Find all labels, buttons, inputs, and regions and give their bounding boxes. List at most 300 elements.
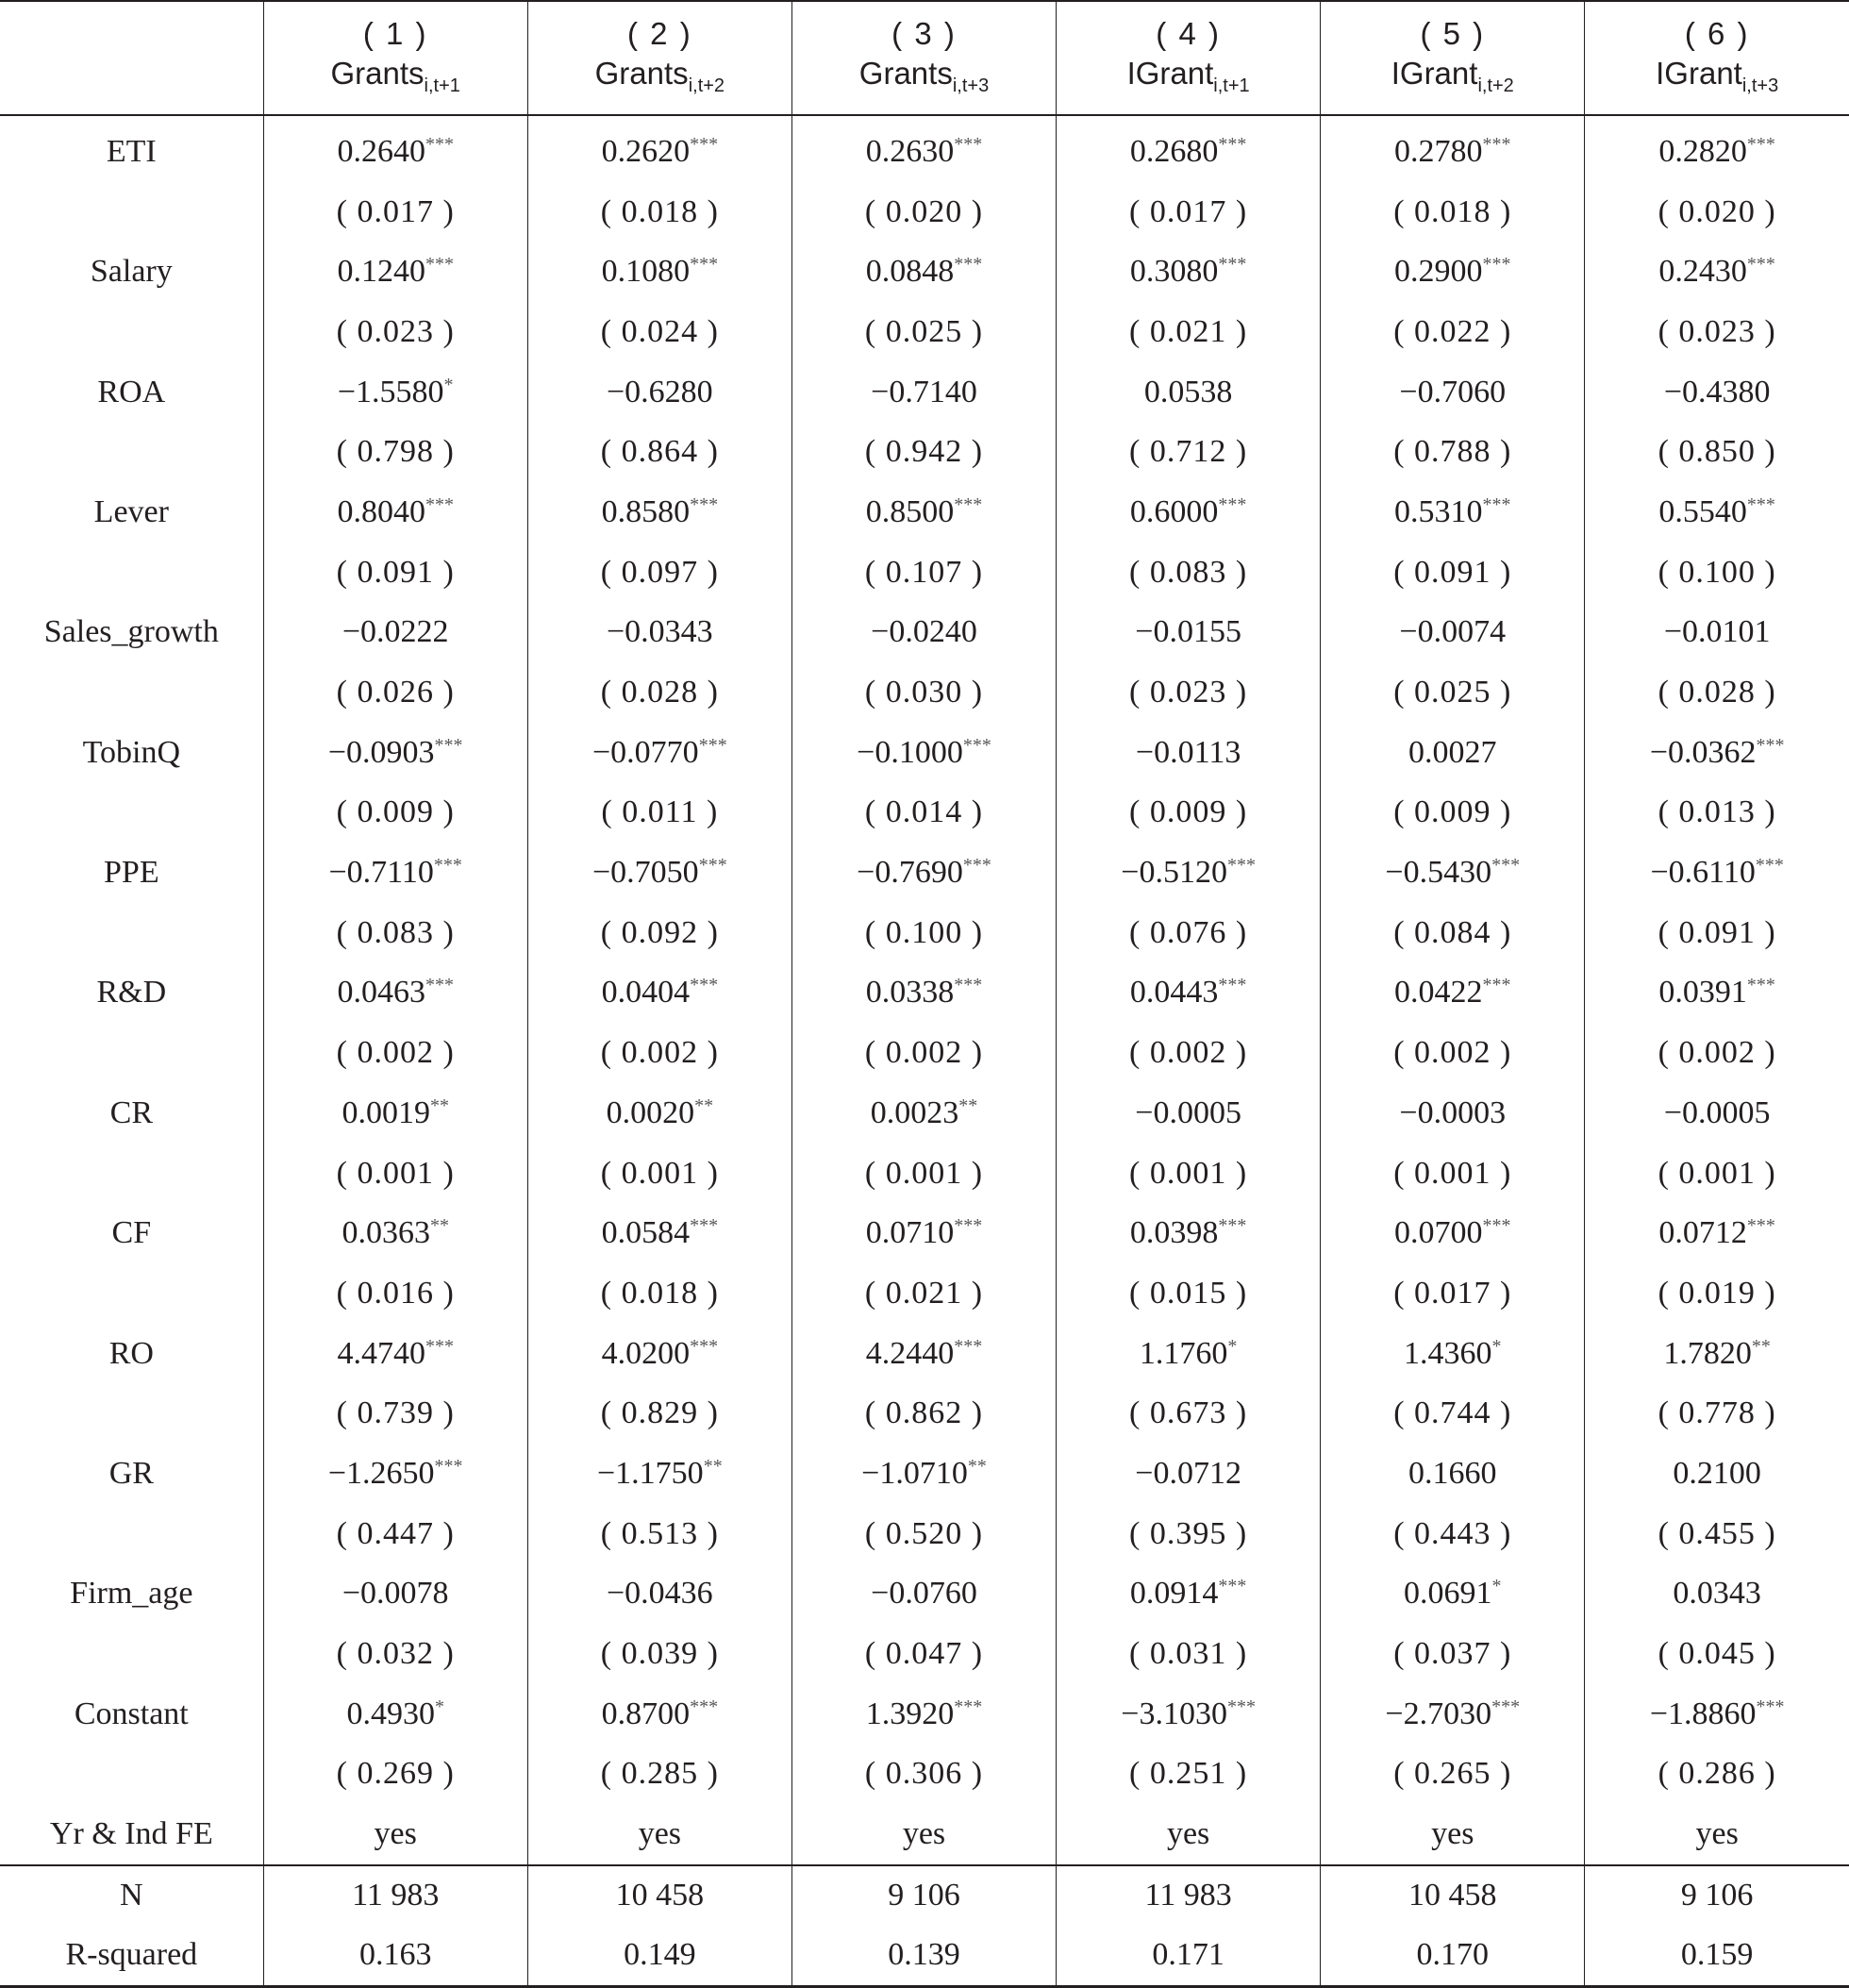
std-error-cell: ( 0.097 ): [527, 543, 791, 603]
significance-stars: *: [1491, 1576, 1502, 1597]
row-label-blank: [0, 1263, 263, 1324]
std-error-cell: ( 0.092 ): [527, 903, 791, 963]
coefficient-value: 0.8700: [601, 1696, 691, 1731]
column-number: ( 3 ): [891, 16, 957, 51]
significance-stars: ***: [698, 734, 727, 756]
significance-stars: ***: [1491, 1696, 1521, 1717]
coefficient-value: −0.6110: [1650, 855, 1756, 891]
coefficient-value: 0.2640: [337, 133, 425, 169]
column-header: [1585, 1, 1849, 115]
r2-cell: 0.163: [263, 1926, 527, 1987]
coefficient-cell: [791, 1083, 1056, 1144]
std-error-cell: ( 0.018 ): [527, 1263, 791, 1324]
significance-stars: ***: [1218, 1215, 1247, 1237]
column-variable: [792, 54, 1056, 106]
std-error-cell: ( 0.026 ): [263, 662, 527, 723]
coefficient-value: −1.8860: [1649, 1696, 1757, 1731]
coefficient-cell: [527, 603, 791, 663]
coefficient-cell: [1585, 723, 1849, 783]
coefficient-cell: [791, 362, 1056, 423]
row-label-blank: [0, 783, 263, 844]
coefficient-value: 0.1660: [1408, 1455, 1497, 1491]
coefficient-cell: [263, 242, 527, 302]
column-variable-name: IGrant: [1656, 56, 1742, 91]
std-error-cell: ( 0.084 ): [1321, 903, 1585, 963]
std-error-row: [0, 662, 1849, 723]
coefficient-value: 0.0023: [870, 1094, 959, 1130]
row-label: Constant: [74, 1696, 189, 1731]
coefficient-cell: [527, 1444, 791, 1504]
coefficient-cell: [1585, 115, 1849, 182]
row-label-blank: [0, 1745, 263, 1805]
coefficient-value: 0.0443: [1129, 975, 1219, 1011]
coefficient-cell: [791, 603, 1056, 663]
std-error-cell: ( 0.443 ): [1321, 1504, 1585, 1564]
significance-stars: ***: [1482, 1215, 1511, 1237]
std-error-cell: ( 0.673 ): [1057, 1383, 1321, 1444]
coefficient-value: 0.0691: [1404, 1576, 1492, 1612]
column-variable: [1057, 54, 1320, 106]
row-label: Firm_age: [70, 1576, 193, 1612]
coefficient-value: 0.1080: [601, 254, 691, 290]
row-label: GR: [108, 1455, 154, 1491]
coefficient-value: −0.7060: [1399, 374, 1507, 409]
std-error-cell: ( 0.047 ): [791, 1624, 1056, 1684]
coefficient-cell: [263, 963, 527, 1024]
std-error-cell: ( 0.788 ): [1321, 422, 1585, 482]
column-variable-name: Grants: [858, 56, 953, 91]
column-variable-subscript: i,t+2: [1477, 75, 1514, 96]
std-error-cell: ( 0.023 ): [263, 302, 527, 362]
significance-stars: ***: [1482, 133, 1511, 155]
coefficient-row: [0, 963, 1849, 1024]
significance-stars: ***: [690, 1215, 719, 1237]
coefficient-value: −0.5430: [1385, 855, 1492, 891]
coefficient-value: 0.2100: [1673, 1455, 1761, 1491]
coefficient-cell: [1321, 482, 1585, 543]
coefficient-cell: [1585, 603, 1849, 663]
std-error-cell: ( 0.015 ): [1057, 1263, 1321, 1324]
std-error-cell: ( 0.083 ): [1057, 543, 1321, 603]
std-error-cell: ( 0.100 ): [1585, 543, 1849, 603]
coefficient-cell: [1057, 242, 1321, 302]
significance-stars: ***: [954, 254, 983, 276]
coefficient-cell: [1057, 482, 1321, 543]
significance-stars: ***: [690, 975, 719, 996]
coefficient-value: 1.4360: [1404, 1335, 1492, 1371]
std-error-cell: ( 0.001 ): [527, 1144, 791, 1204]
coefficient-value: 0.0463: [337, 975, 425, 1011]
coefficient-cell: [527, 1564, 791, 1625]
coefficient-cell: [1585, 963, 1849, 1024]
coefficient-cell: [1321, 843, 1585, 903]
coefficient-row: [0, 843, 1849, 903]
coefficient-value: 0.2820: [1658, 133, 1747, 169]
row-label: Yr & Ind FE: [49, 1816, 213, 1852]
std-error-cell: ( 0.014 ): [791, 783, 1056, 844]
fe-cell: yes: [1057, 1804, 1321, 1865]
coefficient-value: −0.0436: [607, 1576, 713, 1612]
significance-stars: ***: [425, 975, 454, 996]
std-error-cell: ( 0.017 ): [1321, 1263, 1585, 1324]
row-label: CF: [111, 1215, 152, 1251]
coefficient-value: 0.0019: [341, 1094, 430, 1130]
significance-stars: ***: [1746, 975, 1775, 996]
significance-stars: **: [429, 1215, 449, 1237]
coefficient-cell: [527, 242, 791, 302]
coefficient-value: 0.2430: [1658, 254, 1747, 290]
row-label-blank: [0, 182, 263, 242]
coefficient-cell: [527, 1203, 791, 1263]
significance-stars: ***: [1226, 1696, 1256, 1717]
significance-stars: ***: [1218, 133, 1247, 155]
coefficient-cell: [527, 1684, 791, 1745]
coefficient-cell: [791, 1324, 1056, 1384]
significance-stars: ***: [425, 254, 454, 276]
std-error-cell: ( 0.712 ): [1057, 422, 1321, 482]
significance-stars: **: [429, 1094, 449, 1116]
column-number: ( 6 ): [1684, 16, 1750, 51]
coefficient-row: [0, 482, 1849, 543]
std-error-cell: ( 0.017 ): [1057, 182, 1321, 242]
std-error-cell: ( 0.019 ): [1585, 1263, 1849, 1324]
r2-cell: 0.149: [527, 1926, 791, 1987]
coefficient-value: −0.0760: [871, 1576, 977, 1612]
std-error-cell: ( 0.009 ): [1057, 783, 1321, 844]
coefficient-cell: [1321, 603, 1585, 663]
r2-cell: 0.171: [1057, 1926, 1321, 1987]
coefficient-value: 0.0710: [865, 1215, 955, 1251]
coefficient-cell: [1585, 1203, 1849, 1263]
significance-stars: ***: [954, 1215, 983, 1237]
coefficient-cell: [527, 482, 791, 543]
significance-stars: *: [434, 1696, 444, 1717]
coefficient-value: 0.0914: [1129, 1576, 1219, 1612]
std-error-cell: ( 0.002 ): [1321, 1023, 1585, 1083]
std-error-cell: ( 0.022 ): [1321, 302, 1585, 362]
coefficient-cell: [1057, 843, 1321, 903]
coefficient-value: −0.0005: [1135, 1094, 1241, 1130]
table-body: [0, 115, 1849, 1986]
n-cell: 9 106: [791, 1865, 1056, 1926]
coefficient-cell: [527, 362, 791, 423]
column-number: ( 2 ): [627, 16, 692, 51]
coefficient-value: 0.0404: [601, 975, 691, 1011]
coefficient-cell: [1585, 482, 1849, 543]
coefficient-cell: [1057, 963, 1321, 1024]
coefficient-cell: [1585, 362, 1849, 423]
std-error-cell: ( 0.017 ): [263, 182, 527, 242]
significance-stars: ***: [1218, 975, 1247, 996]
std-error-row: [0, 1023, 1849, 1083]
std-error-row: [0, 1745, 1849, 1805]
coefficient-value: −0.0770: [592, 734, 699, 770]
coefficient-value: 0.0027: [1408, 734, 1497, 770]
std-error-cell: ( 0.002 ): [263, 1023, 527, 1083]
std-error-cell: ( 0.028 ): [527, 662, 791, 723]
coefficient-cell: [1321, 1083, 1585, 1144]
std-error-cell: ( 0.083 ): [263, 903, 527, 963]
column-variable-name: IGrant: [1391, 56, 1478, 91]
significance-stars: ***: [1482, 254, 1511, 276]
coefficient-cell: [263, 1203, 527, 1263]
significance-stars: ***: [690, 1335, 719, 1357]
r2-cell: 0.170: [1321, 1926, 1585, 1987]
column-variable: [1585, 54, 1849, 106]
coefficient-cell: [1321, 1564, 1585, 1625]
std-error-cell: ( 0.024 ): [527, 302, 791, 362]
std-error-cell: ( 0.023 ): [1057, 662, 1321, 723]
row-label: Salary: [90, 254, 173, 290]
coefficient-value: 0.6000: [1129, 493, 1219, 529]
coefficient-value: 0.8580: [601, 493, 691, 529]
row-label-blank: [0, 543, 263, 603]
row-label: PPE: [104, 855, 159, 891]
std-error-cell: ( 0.798 ): [263, 422, 527, 482]
coefficient-cell: [1321, 115, 1585, 182]
n-cell: 11 983: [263, 1865, 527, 1926]
std-error-cell: ( 0.020 ): [791, 182, 1056, 242]
coefficient-cell: [527, 963, 791, 1024]
std-error-cell: ( 0.251 ): [1057, 1745, 1321, 1805]
significance-stars: *: [443, 374, 454, 395]
coefficient-value: 0.0363: [341, 1215, 430, 1251]
coefficient-cell: [1585, 1324, 1849, 1384]
coefficient-cell: [263, 1684, 527, 1745]
std-error-row: [0, 1383, 1849, 1444]
column-number: ( 5 ): [1420, 16, 1486, 51]
significance-stars: ***: [433, 855, 462, 877]
coefficient-cell: [1057, 1684, 1321, 1745]
std-error-cell: ( 0.100 ): [791, 903, 1056, 963]
std-error-cell: ( 0.862 ): [791, 1383, 1056, 1444]
coefficient-cell: [791, 723, 1056, 783]
coefficient-value: −0.0240: [871, 614, 977, 650]
coefficient-value: −2.7030: [1385, 1696, 1492, 1731]
significance-stars: ***: [434, 734, 463, 756]
std-error-cell: ( 0.520 ): [791, 1504, 1056, 1564]
significance-stars: ***: [954, 1335, 983, 1357]
coefficient-cell: [791, 482, 1056, 543]
column-header: [527, 1, 791, 115]
std-error-row: [0, 783, 1849, 844]
coefficient-value: −0.7140: [871, 374, 977, 409]
coefficient-cell: [263, 482, 527, 543]
fixed-effects-row: [0, 1804, 1849, 1865]
coefficient-value: 0.0020: [606, 1094, 695, 1130]
column-variable: [1321, 54, 1584, 106]
std-error-cell: ( 0.744 ): [1321, 1383, 1585, 1444]
column-variable: [528, 54, 791, 106]
std-error-cell: ( 0.002 ): [527, 1023, 791, 1083]
std-error-cell: ( 0.020 ): [1585, 182, 1849, 242]
coefficient-cell: [263, 843, 527, 903]
n-cell: 11 983: [1057, 1865, 1321, 1926]
std-error-cell: ( 0.306 ): [791, 1745, 1056, 1805]
row-label-blank: [0, 1504, 263, 1564]
row-label-blank: [0, 1144, 263, 1204]
coefficient-value: 1.1760: [1139, 1335, 1228, 1371]
std-error-cell: ( 0.455 ): [1585, 1504, 1849, 1564]
significance-stars: ***: [954, 133, 983, 155]
coefficient-row: [0, 1444, 1849, 1504]
std-error-cell: ( 0.002 ): [1057, 1023, 1321, 1083]
coefficient-cell: [1321, 1203, 1585, 1263]
row-label: Lever: [93, 493, 169, 529]
row-label: N: [0, 1865, 263, 1926]
coefficient-value: 4.2440: [865, 1335, 955, 1371]
std-error-cell: ( 0.107 ): [791, 543, 1056, 603]
coefficient-row: [0, 603, 1849, 663]
significance-stars: ***: [698, 855, 727, 877]
std-error-row: [0, 182, 1849, 242]
n-cell: 9 106: [1585, 1865, 1849, 1926]
significance-stars: ***: [1218, 1576, 1247, 1597]
coefficient-value: 0.0712: [1658, 1215, 1747, 1251]
row-label-blank: [0, 422, 263, 482]
header-corner: [0, 1, 263, 115]
std-error-cell: ( 0.011 ): [527, 783, 791, 844]
std-error-cell: ( 0.031 ): [1057, 1624, 1321, 1684]
coefficient-cell: [527, 843, 791, 903]
significance-stars: ***: [962, 855, 991, 877]
coefficient-value: 0.5310: [1394, 493, 1483, 529]
std-error-cell: ( 0.001 ): [1321, 1144, 1585, 1204]
coefficient-row: [0, 1684, 1849, 1745]
coefficient-value: −0.4380: [1663, 374, 1771, 409]
coefficient-value: 0.0848: [865, 254, 955, 290]
column-number: ( 4 ): [1156, 16, 1221, 51]
column-header: [263, 1, 527, 115]
significance-stars: ***: [690, 133, 719, 155]
significance-stars: ***: [1482, 975, 1511, 996]
coefficient-cell: [1057, 723, 1321, 783]
row-label-blank: [0, 662, 263, 723]
coefficient-value: 0.2620: [601, 133, 691, 169]
coefficient-cell: [1585, 1564, 1849, 1625]
coefficient-value: −0.7050: [592, 855, 699, 891]
significance-stars: ***: [1218, 254, 1247, 276]
fe-cell: yes: [1585, 1804, 1849, 1865]
significance-stars: **: [703, 1455, 723, 1477]
coefficient-cell: [791, 115, 1056, 182]
fe-cell: yes: [527, 1804, 791, 1865]
column-variable-subscript: i,t+3: [952, 75, 990, 96]
significance-stars: ***: [954, 1696, 983, 1717]
coefficient-value: −0.0362: [1649, 734, 1757, 770]
std-error-cell: ( 0.265 ): [1321, 1745, 1585, 1805]
coefficient-cell: [263, 1564, 527, 1625]
significance-stars: ***: [690, 1696, 719, 1717]
coefficient-value: 0.0584: [601, 1215, 691, 1251]
coefficient-value: −0.1000: [857, 734, 963, 770]
coefficient-value: −3.1030: [1121, 1696, 1227, 1731]
column-header: [791, 1, 1056, 115]
coefficient-value: −0.0222: [341, 614, 449, 650]
significance-stars: ***: [425, 1335, 454, 1357]
std-error-cell: ( 0.021 ): [1057, 302, 1321, 362]
significance-stars: ***: [1755, 855, 1784, 877]
coefficient-cell: [791, 1203, 1056, 1263]
fe-cell: yes: [1321, 1804, 1585, 1865]
coefficient-cell: [263, 723, 527, 783]
significance-stars: ***: [1746, 133, 1775, 155]
coefficient-cell: [1057, 1444, 1321, 1504]
coefficient-row: [0, 1203, 1849, 1263]
std-error-cell: ( 0.513 ): [527, 1504, 791, 1564]
column-variable-subscript: i,t+3: [1741, 75, 1779, 96]
coefficient-value: 0.0700: [1394, 1215, 1483, 1251]
significance-stars: **: [1751, 1335, 1771, 1357]
coefficient-cell: [1321, 1444, 1585, 1504]
row-label-blank: [0, 1383, 263, 1444]
significance-stars: ***: [1746, 493, 1775, 515]
r2-cell: 0.159: [1585, 1926, 1849, 1987]
coefficient-cell: [1585, 1083, 1849, 1144]
significance-stars: ***: [954, 975, 983, 996]
coefficient-cell: [263, 362, 527, 423]
coefficient-value: −0.0903: [327, 734, 435, 770]
std-error-cell: ( 0.447 ): [263, 1504, 527, 1564]
coefficient-cell: [1585, 242, 1849, 302]
significance-stars: *: [1227, 1335, 1238, 1357]
coefficient-value: −1.0710: [861, 1455, 968, 1491]
std-error-row: [0, 1624, 1849, 1684]
std-error-cell: ( 0.829 ): [527, 1383, 791, 1444]
row-label-blank: [0, 1023, 263, 1083]
coefficient-value: 0.0398: [1129, 1215, 1219, 1251]
coefficient-value: 0.0391: [1658, 975, 1747, 1011]
coefficient-cell: [1057, 1564, 1321, 1625]
r2-cell: 0.139: [791, 1926, 1056, 1987]
std-error-cell: ( 0.039 ): [527, 1624, 791, 1684]
coefficient-cell: [263, 1444, 527, 1504]
coefficient-row: [0, 1564, 1849, 1625]
row-label: ETI: [106, 133, 157, 169]
coefficient-cell: [1057, 115, 1321, 182]
coefficient-cell: [263, 603, 527, 663]
significance-stars: *: [1491, 1335, 1502, 1357]
significance-stars: ***: [434, 1455, 463, 1477]
coefficient-value: 0.0338: [865, 975, 955, 1011]
significance-stars: ***: [1491, 855, 1521, 877]
std-error-cell: ( 0.395 ): [1057, 1504, 1321, 1564]
coefficient-cell: [527, 723, 791, 783]
row-label-blank: [0, 903, 263, 963]
column-variable-subscript: i,t+1: [1213, 75, 1250, 96]
coefficient-value: −0.0074: [1399, 614, 1507, 650]
std-error-cell: ( 0.045 ): [1585, 1624, 1849, 1684]
coefficient-row: [0, 1324, 1849, 1384]
n-cell: 10 458: [1321, 1865, 1585, 1926]
header-row: [0, 1, 1849, 115]
std-error-cell: ( 0.942 ): [791, 422, 1056, 482]
std-error-cell: ( 0.002 ): [791, 1023, 1056, 1083]
coefficient-value: −1.5580: [337, 374, 444, 409]
coefficient-cell: [527, 1324, 791, 1384]
significance-stars: **: [958, 1094, 978, 1116]
coefficient-row: [0, 723, 1849, 783]
coefficient-value: −0.5120: [1121, 855, 1227, 891]
row-label: ROA: [97, 374, 166, 409]
coefficient-row: [0, 242, 1849, 302]
coefficient-row: [0, 115, 1849, 182]
coefficient-cell: [1057, 362, 1321, 423]
coefficient-value: −0.7110: [328, 855, 434, 891]
coefficient-value: 4.4740: [337, 1335, 425, 1371]
significance-stars: ***: [1482, 493, 1511, 515]
coefficient-value: −0.0078: [341, 1576, 449, 1612]
